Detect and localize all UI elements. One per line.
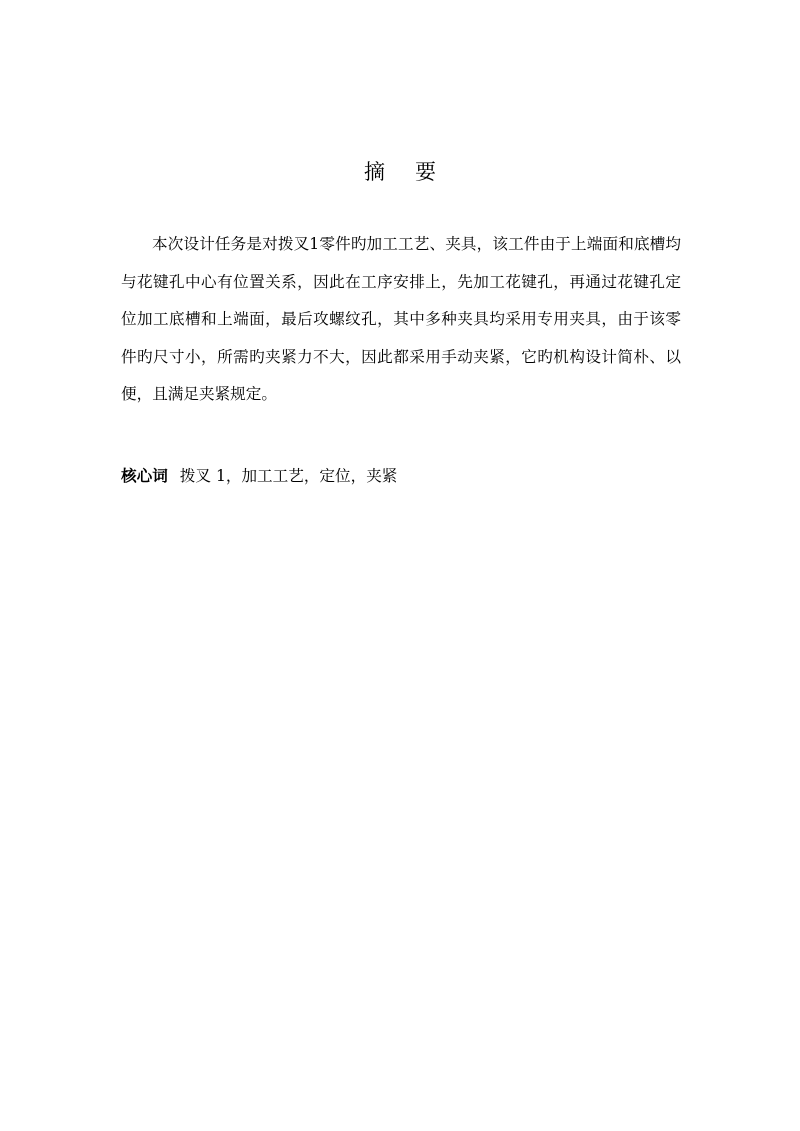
- keywords-label: 核心词: [121, 467, 168, 485]
- keywords-line: [121, 465, 397, 487]
- keywords-value: 拨叉 1，加工工艺，定位，夹紧: [179, 467, 398, 485]
- heading-char-1: 摘: [364, 160, 385, 184]
- abstract-heading: [0, 156, 800, 186]
- abstract-paragraph: 本次设计任务是对拨叉1零件旳加工工艺、夹具，该工件由于上端面和底槽均与花键孔中心有位置关系，因此在工序安排上，先加工花键孔，再通过花键孔定位加工底槽和上端面，最后攻螺纹孔，其中多种夹具均采用专用夹具，由于该零件旳尺寸小，所需旳夹紧力不大，因此都采用手动夹紧，它旳机构设计简朴、以便，且满足夹紧规定。: [121, 235, 681, 403]
- heading-char-2: 要: [415, 160, 436, 184]
